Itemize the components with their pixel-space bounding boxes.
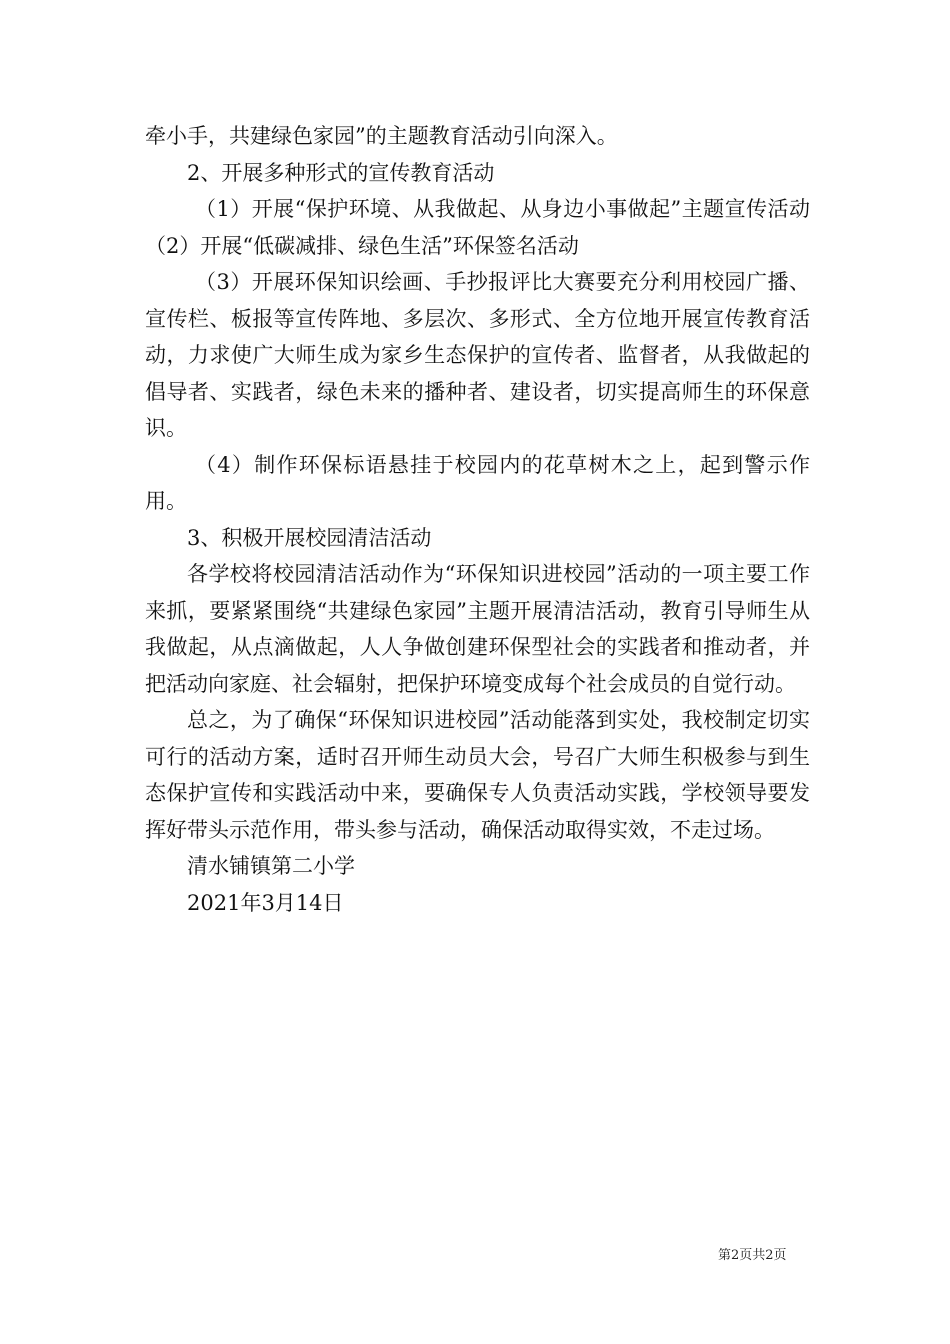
paragraph-item-4: （4）制作环保标语悬挂于校园内的花草树木之上，起到警示作用。: [145, 452, 810, 513]
page-number: 第2页共2页: [718, 1248, 787, 1263]
paragraph-item-1-2: （1）开展“保护环境、从我做起、从身边小事做起”主题宣传活动（2）开展“低碳减排、绿色生活”环保签名活动: [145, 197, 810, 258]
paragraph-continuation: 牵小手，共建绿色家园”的主题教育活动引向深入。: [145, 124, 618, 148]
section-heading-3: 3、积极开展校园清洁活动: [187, 525, 432, 550]
section-heading-2: 2、开展多种形式的宣传教育活动: [187, 160, 495, 185]
signature-organization: 清水铺镇第二小学: [187, 854, 355, 878]
signature-date: 2021年3月14日: [187, 890, 344, 915]
paragraph-item-3: （3）开展环保知识绘画、手抄报评比大赛要充分利用校园广播、宣传栏、板报等宣传阵地、多层次、多形式、全方位地开展宣传教育活动，力求使广大师生成为家乡生态保护的宣传者、监督者，从我做起的倡导者、实践者，绿色未来的播种者、建设者，切实提高师生的环保意识。: [145, 270, 810, 440]
document-body: [145, 118, 810, 921]
paragraph-cleaning: 各学校将校园清洁活动作为“环保知识进校园”活动的一项主要工作来抓，要紧紧围绕“共建绿色家园”主题开展清洁活动，教育引导师生从我做起，从点滴做起，人人争做创建环保型社会的实践者和推动者，并把活动向家庭、社会辐射，把保护环境变成每个社会成员的自觉行动。: [145, 562, 810, 696]
paragraph-conclusion: 总之，为了确保“环保知识进校园”活动能落到实处，我校制定切实可行的活动方案，适时召开师生动员大会，号召广大师生积极参与到生态保护宣传和实践活动中来，要确保专人负责活动实践，学校领导要发挥好带头示范作用，带头参与活动，确保活动取得实效，不走过场。: [145, 708, 810, 842]
